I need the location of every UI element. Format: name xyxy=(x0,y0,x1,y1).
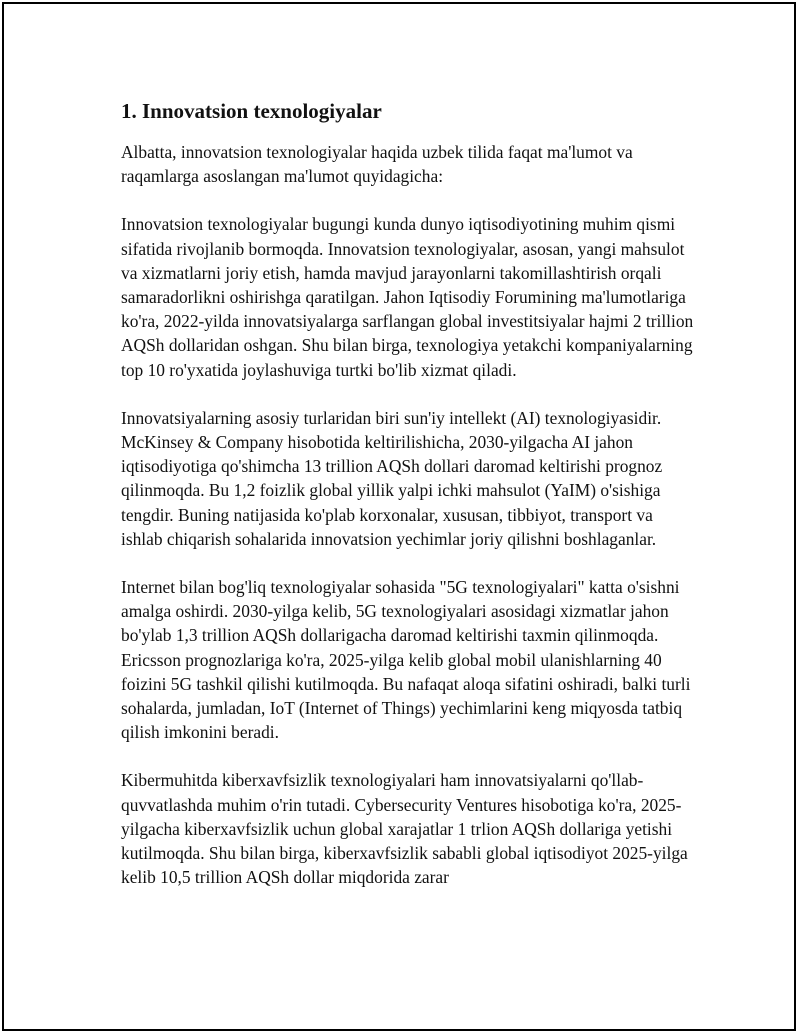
paragraph-intro: Albatta, innovatsion texnologiyalar haqida uzbek tilida faqat ma'lumot va raqamlarga asoslangan ma'lumot quyidagicha: xyxy=(121,142,633,187)
paragraph-artificial-intelligence: Innovatsiyalarning asosiy turlaridan biri sun'iy intellekt (AI) texnologiyasidir. McKinsey & Company hisobotida keltirilishicha, 2030-yilgacha AI jahon iqtisodiyotiga qo'shimcha 13 trillion AQSh dollari daromad keltirishi prognoz qilinmoqda. Bu 1,2 foizlik global yillik yalpi ichki mahsulot (YaIM) o'sishiga tengdir. Buning natijasida ko'plab korxonalar, xususan, tibbiyot, transport va ishlab chiqarish sohalarida innovatsion yechimlar joriy qilishni boshlaganlar. xyxy=(121,407,663,549)
paragraph-5g-technologies: Internet bilan bog'liq texnologiyalar sohasida "5G texnologiyalari" katta o'sishni amalga oshirdi. 2030-yilga kelib, 5G texnologiyalari asosidagi xizmatlar jahon bo'ylab 1,3 trillion AQSh dollarigacha daromad keltirishi taxmin qilinmoqda. Ericsson prognozlariga ko'ra, 2025-yilga kelib global mobil ulanishlarning 40 foizini 5G tashkil qilishi kutilmoqda. Bu nafaqat aloqa sifatini oshiradi, balki turli sohalarda, jumladan, IoT (Internet of Things) yechimlarini keng miqyosda tatbiq qilish imkonini beradi. xyxy=(121,577,691,743)
paragraph-innovation-overview: Innovatsion texnologiyalar bugungi kunda dunyo iqtisodiyotining muhim qismi sifatida rivojlanib bormoqda. Innovatsion texnologiyalar, asosan, yangi mahsulot va xizmatlarni joriy etish, hamda mavjud jarayonlarni takomillashtirish orqali samaradorlikni oshirishga qaratilgan. Jahon Iqtisodiy Forumining ma'lumotlariga ko'ra, 2022-yilda innovatsiyalarga sarflangan global investitsiyalar hajmi 2 trillion AQSh dollaridan oshgan. Shu bilan birga, texnologiya yetakchi kompaniyalarning top 10 ro'yxatida joylashuviga turtki bo'lib xizmat qiladi. xyxy=(121,214,694,380)
section-heading: 1. Innovatsion texnologiyalar xyxy=(121,99,382,123)
paragraph-cybersecurity: Kibermuhitda kiberxavfsizlik texnologiyalari ham innovatsiyalarni qo'llab-quvvatlashda muhim o'rin tutadi. Cybersecurity Ventures hisobotiga ko'ra, 2025-yilgacha kiberxavfsizlik uchun global xarajatlar 1 trlion AQSh dollariga yetishi kutilmoqda. Shu bilan birga, kiberxavfsizlik sababli global iqtisodiyot 2025-yilga kelib 10,5 trillion AQSh dollar miqdorida zarar xyxy=(121,770,688,888)
document-page xyxy=(2,2,796,1031)
document-body xyxy=(121,98,696,913)
